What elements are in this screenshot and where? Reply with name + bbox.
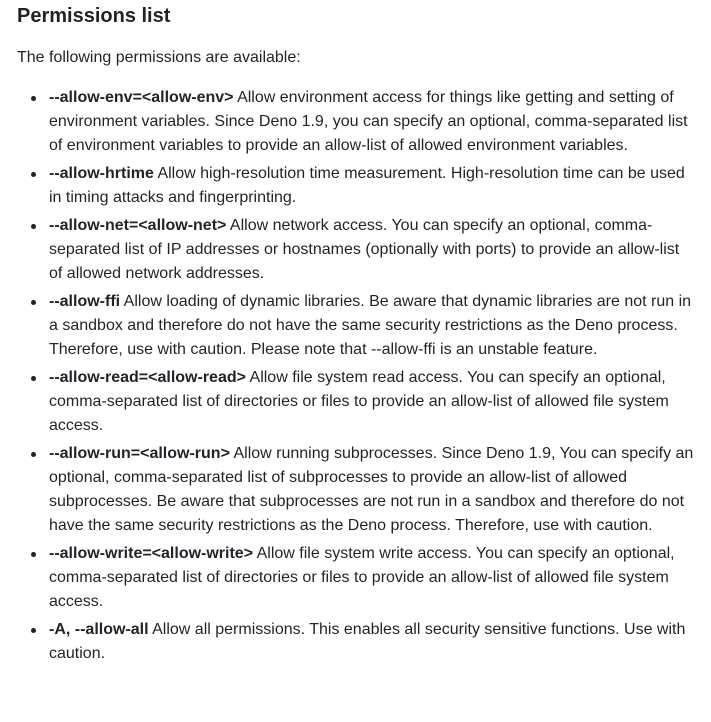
permission-item-allow-read [49, 366, 695, 438]
permission-description: Allow file system read access. You can specify an optional, comma-separated list of directories or files to provide an allow-list of allowed file system access. [49, 369, 669, 434]
permission-item-allow-hrtime [49, 162, 695, 210]
permission-item-allow-write [49, 542, 695, 614]
permission-description: Allow loading of dynamic libraries. Be aware that dynamic libraries are not run in a sandbox and therefore do not have the same security restrictions as the Deno process. Therefore, use with caution. Please note that --allow-ffi is an unstable feature. [49, 293, 692, 358]
bullet-icon [31, 376, 36, 381]
bullet-icon [31, 224, 36, 229]
permission-item-allow-env [49, 86, 695, 158]
permission-item-allow-net [49, 214, 695, 286]
bullet-icon [31, 300, 36, 305]
page-title: Permissions list [17, 5, 171, 27]
permission-description: Allow high-resolution time measurement. High-resolution time can be used in timing attacks and fingerprinting. [49, 165, 685, 206]
bullet-icon [31, 552, 36, 557]
permission-flag: --allow-read=<allow-read> [49, 369, 246, 386]
permissions-list [17, 86, 695, 666]
permission-item-allow-run [49, 442, 695, 538]
permission-flag: --allow-run=<allow-run> [49, 445, 230, 462]
permission-flag: -A, --allow-all [49, 621, 149, 638]
bullet-icon [31, 172, 36, 177]
permission-item-allow-all [49, 618, 695, 666]
permission-flag: --allow-write=<allow-write> [49, 545, 254, 562]
intro-text: The following permissions are available: [17, 49, 301, 66]
permission-flag: --allow-net=<allow-net> [49, 217, 227, 234]
permission-flag: --allow-hrtime [49, 165, 154, 182]
permission-description: Allow all permissions. This enables all security sensitive functions. Use with caution. [49, 621, 686, 662]
permission-description: Allow file system write access. You can specify an optional, comma-separated list of directories or files to provide an allow-list of allowed file system access. [49, 545, 675, 610]
permission-item-allow-ffi [49, 290, 695, 362]
bullet-icon [31, 96, 36, 101]
permission-description: Allow running subprocesses. Since Deno 1.9, You can specify an optional, comma-separated list of subprocesses to provide an allow-list of allowed subprocesses. Be aware that subprocesses are not run in a sandbox and therefore do not have the same security restrictions as the Deno process. Therefore, use with caution. [49, 445, 694, 534]
bullet-icon [31, 452, 36, 457]
permission-description: Allow environment access for things like getting and setting of environment variables. Since Deno 1.9, you can specify an optional, comma-separated list of environment variables to provide an allow-list of allowed environment variables. [49, 89, 688, 154]
permission-flag: --allow-env=<allow-env> [49, 89, 234, 106]
bullet-icon [31, 628, 36, 633]
permission-description: Allow network access. You can specify an optional, comma-separated list of IP addresses or hostnames (optionally with ports) to provide an allow-list of allowed network addresses. [49, 217, 680, 282]
permission-flag: --allow-ffi [49, 293, 121, 310]
